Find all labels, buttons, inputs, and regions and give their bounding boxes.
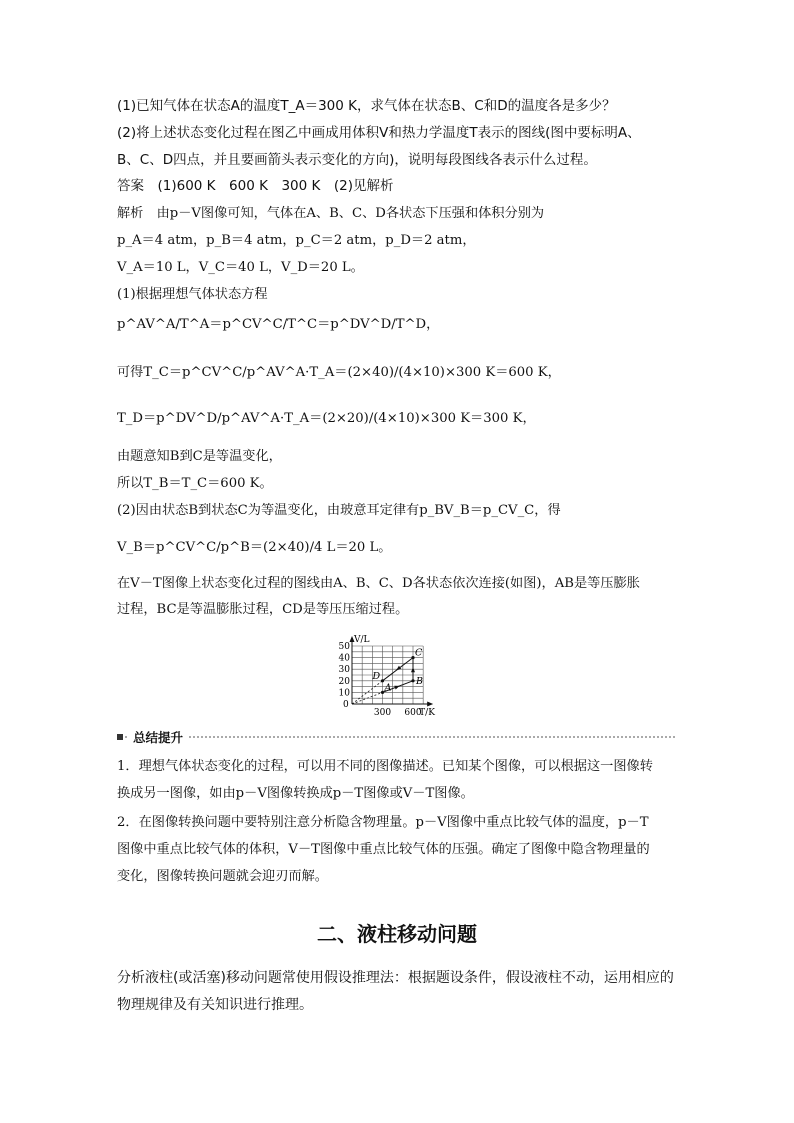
x-tick-label: 600 [404,708,422,718]
y-tick-label: 20 [338,676,350,687]
answer-label: 答案 [117,178,144,194]
summary-divider [117,731,677,743]
x-tick-label: 300 [373,708,392,718]
question-2-line-1: (2)将上述状态变化过程在图乙中画成用体积V和热力学温度T表示的图线(图中要标明A、 [117,125,641,141]
point-label-B: B [416,675,423,687]
point-B [411,679,414,682]
summary-2-line-2: 图像中重点比较气体的体积，V－T图像中重点比较气体的压强。确定了图像中隐含物理量的 [117,842,650,857]
summary-1-line-2: 换成另一图像，如由p－V图像转换成p－T图像或V－T图像。 [117,786,474,801]
section-title: 二、液柱移动问题 [317,922,477,946]
summary-header [117,731,677,743]
y-axis-title: V/L [354,635,370,645]
tb-equation: 所以T_B＝T_C＝600 K。 [117,476,273,491]
vt-chart [340,622,460,720]
tc-equation: T_C＝p^CV^C/p^AV^A·T_A＝(2×40)/(4×10)×300 K＝600 K， [143,365,561,380]
bc-isothermal: 由题意知B到C是等温变化， [117,449,282,464]
tc-prefix: 可得 [117,365,144,380]
summary-1-line-1: 1．理想气体状态变化的过程，可以用不同的图像描述。已知某个图像，可以根据这一图像转 [117,759,653,774]
point-label-C: C [415,647,423,659]
vt-line-1: 在V－T图像上状态变化过程的图线由A、B、C、D各状态依次连接(如图)，AB是等压膨胀 [117,576,640,591]
summary-label: 总结提升 [129,728,187,746]
analysis-intro: 由p－V图像可知，气体在A、B、C、D各状态下压强和体积分别为 [156,206,545,221]
ideal-gas-equation: p^AV^A/T^A＝p^CV^C/T^C＝p^DV^D/T^D， [117,317,440,332]
answer-text: (1)600 K 600 K 300 K (2)见解析 [157,178,394,194]
question-1: (1)已知气体在状态A的温度T_A＝300 K，求气体在状态B、C和D的温度各是多少？ [117,98,616,114]
step1-title: (1)根据理想气体状态方程 [117,287,268,302]
volumes-line: V_A＝10 L，V_C＝40 L，V_D＝20 L。 [117,260,364,275]
answer-line [117,177,393,195]
origin-label: 0 [343,700,349,710]
analysis-line [117,205,544,223]
point-label-A: A [384,682,392,694]
x-axis-title: T/K [419,708,435,718]
y-tick-label: 40 [338,653,350,664]
vt-line-2: 过程，BC是等温膨胀过程，CD是等压压缩过程。 [117,602,409,617]
tc-line [117,364,561,382]
y-tick-label: 30 [338,665,350,676]
analysis-label: 解析 [117,206,144,221]
y-tick-label: 50 [338,642,350,652]
pressures-line: p_A＝4 atm，p_B＝4 atm，p_C＝2 atm，p_D＝2 atm， [117,233,476,248]
section-paragraph: 分析液柱(或活塞)移动问题常使用假设推理法：根据题设条件，假设液柱不动，运用相应的物理规律及有关知识进行推理。 [117,970,674,1013]
vb-equation: V_B＝p^CV^C/p^B＝(2×40)/4 L＝20 L。 [117,540,392,555]
chart-grid [352,646,423,704]
td-equation: T_D＝p^DV^D/p^AV^A·T_A＝(2×20)/(4×10)×300 K＝300 K， [117,411,536,426]
summary-2-line-3: 变化，图像转换问题就会迎刃而解。 [117,869,328,884]
summary-2-line-1: 2．在图像转换问题中要特别注意分析隐含物理量。p－V图像中重点比较气体的温度，p－T [117,815,649,830]
step2-line: (2)因由状态B到状态C为等温变化，由玻意耳定律有p_BV_B＝p_CV_C，得 [117,503,561,518]
arrow-BC [411,667,415,672]
x-axis-arrow [427,702,433,707]
point-label-D: D [372,670,381,682]
question-2-line-2: B、C、D四点，并且要画箭头表示变化的方向)，说明每段图线各表示什么过程。 [117,152,597,168]
y-tick-label: 10 [338,688,350,699]
